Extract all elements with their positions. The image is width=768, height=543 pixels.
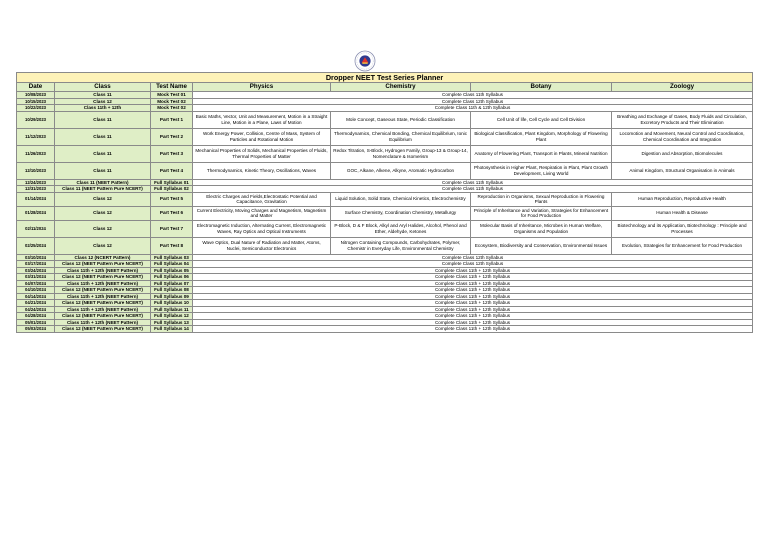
date-cell: 02/11/2024: [17, 220, 55, 237]
class-cell: Class 12 (NEET Pattern Pure NCERT): [55, 274, 151, 281]
header-botany: Botany: [471, 83, 612, 92]
zoology-cell: Breathing and Exchange of Gases, Body Fluids and Circulation, Excretory Products and Their Elimination: [612, 111, 753, 128]
date-cell: 10/15/2023: [17, 98, 55, 105]
syllabus-span-cell: Complete Class 12th Syllabus: [193, 98, 753, 105]
class-cell: Class 11th + 12th (NEET Pattern): [55, 319, 151, 326]
test-name-cell: Part Test 3: [151, 145, 193, 162]
header-test-name: Test Name: [151, 83, 193, 92]
test-name-cell: Full Syllabus 13: [151, 319, 193, 326]
syllabus-span-cell: Complete Class 11th + 12th Syllabus: [193, 280, 753, 287]
test-name-cell: Part Test 2: [151, 128, 193, 145]
physics-cell: Current Electricity, Moving Charges and Magnetism, Magnetism and Matter: [193, 206, 331, 220]
syllabus-span-cell: Complete Class 11th + 12th Syllabus: [193, 287, 753, 294]
botany-cell: Molecular Basis of Inheritance, Microbes in Human Welfare, Organisms and Population: [471, 220, 612, 237]
test-name-cell: Full Syllabus 09: [151, 293, 193, 300]
test-name-cell: Mock Test 02: [151, 105, 193, 112]
table-row: [17, 237, 753, 254]
date-cell: 11/12/2023: [17, 128, 55, 145]
class-cell: Class 11th + 12th (NEET Pattern): [55, 280, 151, 287]
syllabus-span-cell: Complete Class 11th Syllabus: [193, 92, 753, 99]
date-cell: 04/28/2024: [17, 313, 55, 320]
chemistry-cell: Thermodynamics, Chemical Bonding, Chemical Equilibrium, Ionic Equilibrium: [331, 128, 471, 145]
date-cell: 02/25/2024: [17, 237, 55, 254]
date-cell: 12/31/2023: [17, 186, 55, 193]
syllabus-span-cell: Complete Class 11th Syllabus: [193, 179, 753, 186]
botany-cell: Cell Unit of life, Cell Cycle and Cell Division: [471, 111, 612, 128]
planner-title: Dropper NEET Test Series Planner: [17, 73, 753, 83]
test-name-cell: Full Syllabus 14: [151, 326, 193, 333]
header-zoology: Zoology: [612, 83, 753, 92]
class-cell: Class 12: [55, 237, 151, 254]
class-cell: Class 11: [55, 128, 151, 145]
class-cell: Class 12: [55, 98, 151, 105]
zoology-cell: Human Health & Disease: [612, 206, 753, 220]
class-cell: Class 11th + 12th (NEET Pattern): [55, 267, 151, 274]
physics-cell: Work Energy Power, Collision, Centre of Mass, System of Particles and Rotational Motion: [193, 128, 331, 145]
chemistry-cell: GOC, Alkane, Alkene, Alkyne, Aromatic Hydrocarbon: [331, 162, 471, 179]
date-cell: 03/10/2024: [17, 254, 55, 261]
test-name-cell: Full Syllabus 05: [151, 267, 193, 274]
test-name-cell: Full Syllabus 10: [151, 300, 193, 307]
date-cell: 01/28/2024: [17, 206, 55, 220]
class-cell: Class 11th + 12th: [55, 105, 151, 112]
syllabus-span-cell: Complete Class 11th + 12th Syllabus: [193, 274, 753, 281]
class-cell: Class 12: [55, 220, 151, 237]
test-name-cell: Full Syllabus 08: [151, 287, 193, 294]
date-cell: 04/21/2024: [17, 300, 55, 307]
table-row: [17, 111, 753, 128]
class-cell: Class 12 (NEET Pattern Pure NCERT): [55, 326, 151, 333]
class-cell: Class 11th + 12th (NEET Pattern): [55, 293, 151, 300]
zoology-cell: Evolution, Strategies for Enhancement for Food Production: [612, 237, 753, 254]
test-name-cell: Part Test 8: [151, 237, 193, 254]
syllabus-span-cell: Complete Class 11th Syllabus: [193, 186, 753, 193]
class-cell: Class 11: [55, 111, 151, 128]
test-series-planner-table: [16, 72, 753, 333]
class-cell: Class 12 (NEET Pattern Pure NCERT): [55, 287, 151, 294]
test-name-cell: Part Test 4: [151, 162, 193, 179]
table-row: [17, 326, 753, 333]
syllabus-span-cell: Complete Class 11th + 12th Syllabus: [193, 306, 753, 313]
test-name-cell: Part Test 6: [151, 206, 193, 220]
class-cell: Class 11: [55, 92, 151, 99]
botany-cell: Ecosystem, Biodiversity and Conservation, Environmental Issues: [471, 237, 612, 254]
date-cell: 04/24/2024: [17, 306, 55, 313]
test-name-cell: Part Test 7: [151, 220, 193, 237]
class-cell: Class 12 (NEET Pattern Pure NCERT): [55, 313, 151, 320]
syllabus-span-cell: Complete Class 11th + 12th Syllabus: [193, 313, 753, 320]
class-cell: Class 11th + 12th (NEET Pattern): [55, 306, 151, 313]
date-cell: 10/22/2023: [17, 105, 55, 112]
date-cell: 10/29/2023: [17, 111, 55, 128]
zoology-cell: Locomotion and Movement, Neural Control and Coordination, Chemical Coordination and Integration: [612, 128, 753, 145]
header-class: Class: [55, 83, 151, 92]
syllabus-span-cell: Complete Class 11th + 12th Syllabus: [193, 319, 753, 326]
syllabus-span-cell: Complete Class 12th Syllabus: [193, 254, 753, 261]
zoology-cell: Digestion and Absorption, Biomolecules: [612, 145, 753, 162]
date-cell: 01/14/2024: [17, 192, 55, 206]
botany-cell: Photosynthesis in Higher Plant, Respiration in Plant, Plant Growth Development, Living World: [471, 162, 612, 179]
test-name-cell: Part Test 1: [151, 111, 193, 128]
syllabus-span-cell: Complete Class 11th + 12th Syllabus: [193, 293, 753, 300]
planner-title-row: [17, 73, 753, 83]
physics-cell: Wave Optics, Dual Nature of Radiation and Matter, Atoms, Nuclei, Semiconductor Electronics: [193, 237, 331, 254]
date-cell: 05/01/2024: [17, 319, 55, 326]
class-cell: Class 12 (NEET Pattern Pure NCERT): [55, 300, 151, 307]
botany-cell: Principle of Inheritance and Variation, Strategies for Enhancement for Food Production: [471, 206, 612, 220]
physics-cell: Thermodynamics, Kinetic Theory, Oscillations, Waves: [193, 162, 331, 179]
institute-logo-icon: [354, 50, 376, 72]
test-name-cell: Mock Test 02: [151, 98, 193, 105]
date-cell: 11/26/2023: [17, 145, 55, 162]
date-cell: 04/07/2024: [17, 280, 55, 287]
date-cell: 03/31/2024: [17, 274, 55, 281]
chemistry-cell: Liquid Solution, Solid State, Chemical Kinetics, Electrochemistry: [331, 192, 471, 206]
class-cell: Class 11: [55, 162, 151, 179]
test-name-cell: Full Syllabus 11: [151, 306, 193, 313]
date-cell: 04/14/2024: [17, 293, 55, 300]
date-cell: 10/08/2023: [17, 92, 55, 99]
header-chemistry: Chemistry: [331, 83, 471, 92]
table-row: [17, 162, 753, 179]
test-name-cell: Full Syllabus 04: [151, 261, 193, 268]
header-physics: Physics: [193, 83, 331, 92]
class-cell: Class 11: [55, 145, 151, 162]
date-cell: 12/24/2023: [17, 179, 55, 186]
syllabus-span-cell: Complete Class 11th + 12th Syllabus: [193, 326, 753, 333]
table-row: [17, 145, 753, 162]
table-row: [17, 220, 753, 237]
class-cell: Class 12 (NEET Pattern Pure NCERT): [55, 261, 151, 268]
date-cell: 12/10/2023: [17, 162, 55, 179]
test-name-cell: Mock Test 01: [151, 92, 193, 99]
class-cell: Class 11 (NEET Pattern Pure NCERT): [55, 186, 151, 193]
chemistry-cell: Nitrogen Containing Compounds, Carbohydrates, Polymer, Chemistr in Everyday Life, Environmental Chemistry: [331, 237, 471, 254]
planner-table-body: [17, 73, 753, 333]
test-name-cell: Full Syllabus 01: [151, 179, 193, 186]
physics-cell: Electromagnetic Induction, Alternating Current, Electromagnetic Waves, Ray Optics and Optical Instruments: [193, 220, 331, 237]
class-cell: Class 12: [55, 206, 151, 220]
syllabus-span-cell: Complete Class 11th + 12th Syllabus: [193, 300, 753, 307]
zoology-cell: Animal Kingdom, Structural Organisation in Animals: [612, 162, 753, 179]
table-row: [17, 192, 753, 206]
date-cell: 04/10/2024: [17, 287, 55, 294]
class-cell: Class 12: [55, 192, 151, 206]
syllabus-span-cell: Complete Class 12th Syllabus: [193, 261, 753, 268]
zoology-cell: Human Reproduction, Reproductive Health: [612, 192, 753, 206]
date-cell: 03/17/2024: [17, 261, 55, 268]
table-row: [17, 206, 753, 220]
test-name-cell: Full Syllabus 12: [151, 313, 193, 320]
syllabus-span-cell: Complete Class 11th & 12th Syllabus: [193, 105, 753, 112]
column-header-row: [17, 83, 753, 92]
class-cell: Class 12 (NCERT Pattern): [55, 254, 151, 261]
test-name-cell: Part Test 5: [151, 192, 193, 206]
chemistry-cell: P-Block, D & F Block, Alkyl and Aryl Halides, Alcohol, Phenol and Ether, Aldehyde, Ketones: [331, 220, 471, 237]
zoology-cell: Biotechnology and its Application, Biotechnology : Principle and Processes: [612, 220, 753, 237]
test-name-cell: Full Syllabus 06: [151, 274, 193, 281]
table-row: [17, 128, 753, 145]
date-cell: 05/03/2024: [17, 326, 55, 333]
test-name-cell: Full Syllabus 07: [151, 280, 193, 287]
chemistry-cell: Surface Chemistry, Coordination Chemistry, Metallurgy: [331, 206, 471, 220]
test-name-cell: Full Syllabus 02: [151, 186, 193, 193]
physics-cell: Basic Maths, Vector, Unit and Measurement, Motion in a Straight Line, Motion in a Plane, Laws of Motion: [193, 111, 331, 128]
header-date: Date: [17, 83, 55, 92]
class-cell: Class 11 (NEET Pattern): [55, 179, 151, 186]
syllabus-span-cell: Complete Class 11th + 12th Syllabus: [193, 267, 753, 274]
botany-cell: Anatomy of Flowering Plant, Transport in Plants, Mineral Nutrition: [471, 145, 612, 162]
test-name-cell: Full Syllabus 03: [151, 254, 193, 261]
physics-cell: Electric Charges and Fields,Electrostatic Potential and Capacitance, Gravitation: [193, 192, 331, 206]
botany-cell: Reproduction in Organisms, Sexual Reproduction in Flowering Plants: [471, 192, 612, 206]
chemistry-cell: Redox Titration, S-Block, Hydrogen Family, Group-13 & Group-14, Nomenclature & Isomerism: [331, 145, 471, 162]
physics-cell: Mechanical Properties of Solids, Mechanical Properties of Fluids, Thermal Properties of Matter: [193, 145, 331, 162]
chemistry-cell: Mole Concept, Gaseous State, Periodic Classification: [331, 111, 471, 128]
date-cell: 03/24/2024: [17, 267, 55, 274]
botany-cell: Biological Classification, Plant Kingdom, Morphology of Flowering Plant: [471, 128, 612, 145]
